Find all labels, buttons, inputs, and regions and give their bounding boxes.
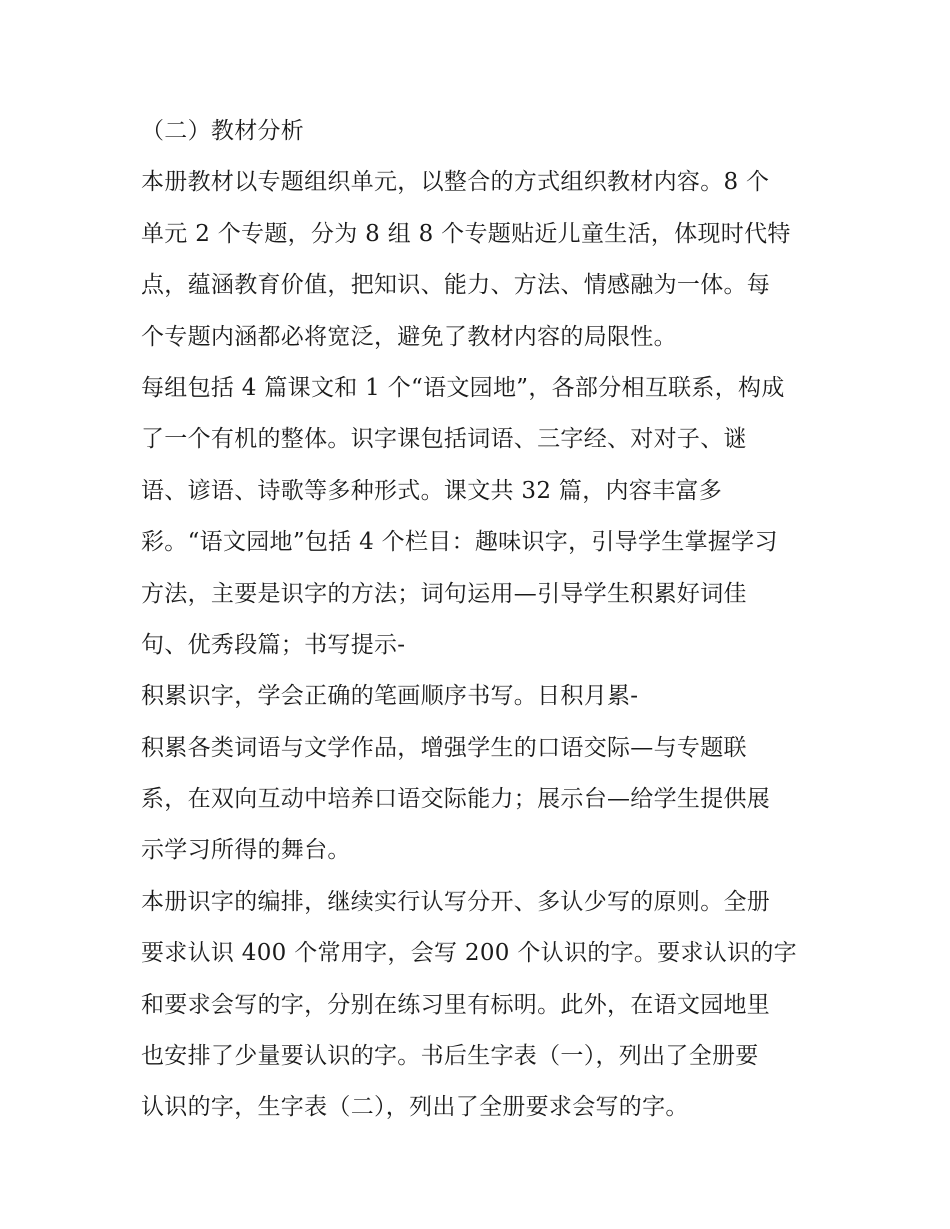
paragraph-line: 本册教材以专题组织单元，以整合的方式组织教材内容。8 个 (141, 169, 770, 196)
paragraph-line: 点，蕴涵教育价值，把知识、能力、方法、情感融为一体。每 (141, 272, 771, 299)
paragraph-line: 认识的字，生字表（二），列出了全册要求会写的字。 (141, 1094, 689, 1121)
paragraph-line: 彩。“语文园地”包括 4 个栏目：趣味识字，引导学生掌握学习 (141, 529, 778, 556)
paragraph-line: 示学习所得的舞台。 (141, 837, 351, 864)
paragraph-line: 也安排了少量要认识的字。书后生字表（一），列出了全册要 (141, 1043, 759, 1070)
document-body (141, 106, 821, 1134)
paragraph-line: 系，在双向互动中培养口语交际能力；展示台—给学生提供展 (141, 786, 771, 813)
paragraph-line: 方法，主要是识字的方法；词句运用—引导学生积累好词佳 (141, 580, 747, 607)
paragraph-line: 每组包括 4 篇课文和 1 个“语文园地”，各部分相互联系，构成 (141, 374, 785, 401)
paragraph-line: 本册识字的编排，继续实行认写分开、多认少写的原则。全册 (141, 888, 771, 915)
paragraph-line: 句、优秀段篇；书写提示- (141, 631, 406, 658)
paragraph-line: 积累识字，学会正确的笔画顺序书写。日积月累- (141, 683, 639, 710)
paragraph-line: 语、谚语、诗歌等多种形式。课文共 32 篇，内容丰富多 (141, 477, 722, 504)
section-heading: （二）教材分析 (141, 118, 305, 144)
paragraph-line: 要求认识 400 个常用字，会写 200 个认识的字。要求认识的字 (141, 940, 797, 967)
paragraph-line: 个专题内涵都必将宽泛，避免了教材内容的局限性。 (141, 323, 677, 350)
paragraph-line: 了一个有机的整体。识字课包括词语、三字经、对对子、谜 (141, 426, 747, 453)
paragraph-line: 积累各类词语与文学作品，增强学生的口语交际—与专题联 (141, 734, 747, 761)
paragraph-line: 单元 2 个专题，分为 8 组 8 个专题贴近儿童生活，体现时代特 (141, 220, 791, 247)
paragraph-line: 和要求会写的字，分别在练习里有标明。此外，在语文园地里 (141, 991, 771, 1018)
